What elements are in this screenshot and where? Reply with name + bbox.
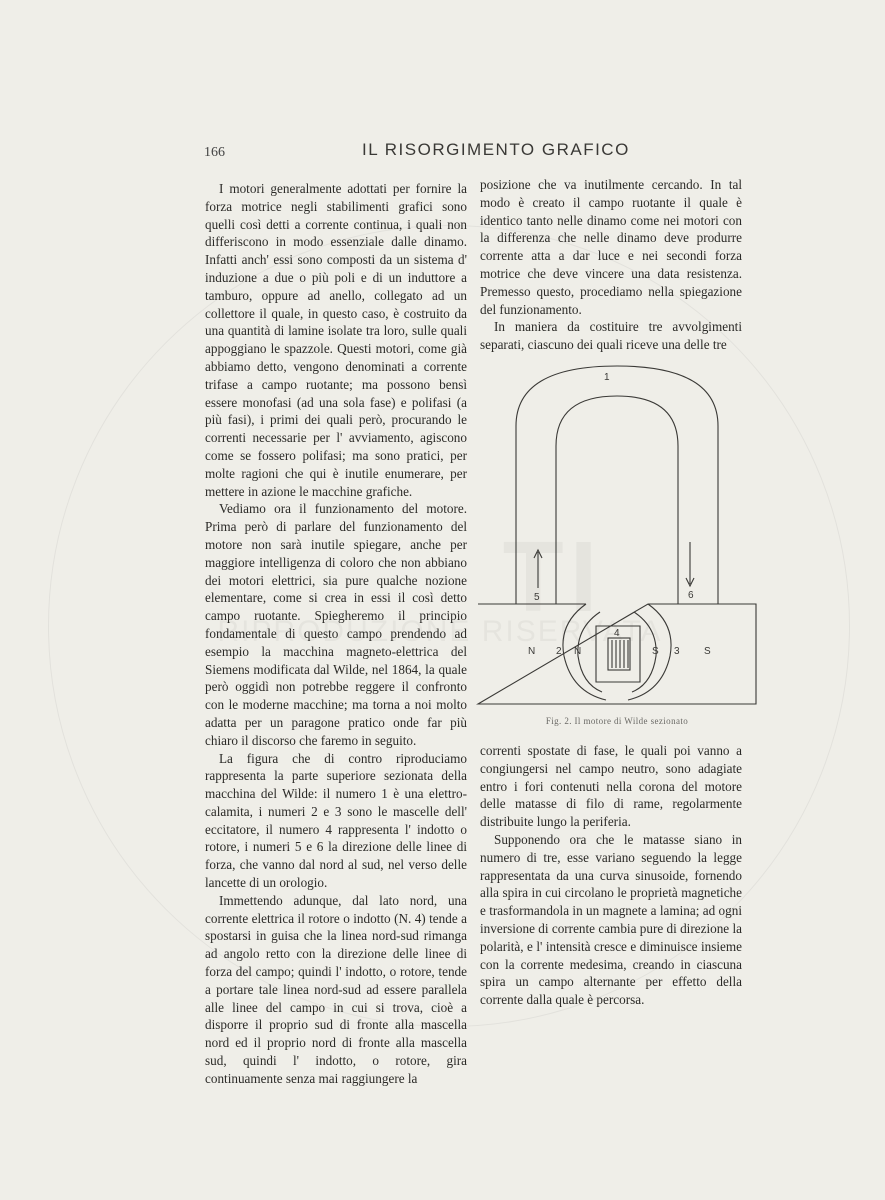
label-3: 3 (674, 646, 680, 657)
rotor-core (608, 638, 630, 670)
label-1: 1 (604, 372, 610, 383)
paragraph: I motori generalmente adottati per fornire la forza motrice negli stabilimenti grafici sono quelli così detti a corrente continua, i quali non differiscono in modo essenziale dalle dinamo. Infatti anch' essi sono composti da un sistema d' induzione a due o più poli e di un induttore a tamburo, oppure ad anello, collegato ad un collettore il quale, in questo caso, è costruito da una quantità di lamine isolate tra loro, sulle quali appoggiano le spazzole. Questi motori, come già abbiamo detto, vengono denominati a corrente trifase a campo ruotante; ma possono bensì essere monofasi (ad una sola fase) e polifasi (a più fasi), i primi dei quali però, procurando le correnti necessarie per l' avviamento, agiscono come se fossero polifasi; ma sono pratici, per molte ragioni che qui è inutile enumerare, per mettere in azione le macchine grafiche. (205, 181, 467, 499)
right-column-bottom (480, 742, 742, 1009)
label-5: 5 (534, 592, 540, 603)
label-s-outer: S (704, 646, 711, 657)
label-4: 4 (614, 628, 620, 639)
label-6: 6 (688, 590, 694, 601)
electromagnet-inner (556, 396, 678, 604)
page-number: 166 (204, 145, 225, 160)
paragraph: Immettendo adunque, dal lato nord, una corrente elettrica il rotore o indotto (N. 4) tende a spostarsi in guisa che la linea nord-sud rimanga ad angolo retto con la direzione delle linee di forza del campo; quindi l' indotto, o rotore, tende a portare tale linea nord-sud ad essere parallela alle linee del campo in cui si trova, cioè a disporre il proprio sud di fronte alla mascella nord ed il proprio nord di fronte alla mascella sud, quindi l' indotto, o rotore, gira continuamente senza mai raggiungere la (205, 892, 467, 1086)
label-n-inner: N (574, 646, 582, 657)
left-column (205, 180, 467, 1088)
running-head: IL RISORGIMENTO GRAFICO (362, 140, 630, 159)
paragraph: Vediamo ora il funzionamento del motore. Prima però di parlare del funzionamento del motore non sarà inutile spiegare, anche per maggiore intelligenza di coloro che non abbiano dei motori elettrici, sia pure qualche nozione elementare, come si crea in essi il così detto campo ruotante. Spiegheremo il principio fondamentale di questo campo prendendo ad esempio la macchina magneto-elettrica del Siemens modificata dal Wilde, nel 1864, la quale però oggidì non potrebbe reggere il confronto con le moderne macchine; ma torna a noi molto adatta per un paragone pratico onde far più chiaro il discorso che faremo in seguito. (205, 501, 467, 748)
rotor-winding (612, 640, 628, 668)
jaw-right (628, 604, 671, 700)
label-s-inner: S (652, 646, 659, 657)
right-column-top (480, 176, 742, 354)
paragraph: Supponendo ora che le matasse siano in numero di tre, esse variano seguendo la legge rappresentata da una curva sinusoide, fornendo alla spira in cui circolano le proprietà magnetiche e trasformandola in un magnete a lamina; ad ogni inversione di corrente cambia pure di direzione la polarità, e l' intensità cresce e diminuisce insieme con la corrente medesima, creando in ciascuna spira un campo alternante per effetto della corrente dalla quale è percorsa. (480, 831, 742, 1008)
wilde-motor-diagram (476, 356, 758, 708)
jaw-left-inner (578, 612, 602, 692)
paragraph: La figura che di contro riproduciamo rappresenta la parte superiore sezionata della macchina del Wilde: il numero 1 è una elettro-calamita, i numeri 2 e 3 sono le mascelle dell' eccitatore, il numero 4 rappresenta l' indotto o rotore, i numeri 5 e 6 la direzione delle linee di forza, che vanno dal nord al sud, nel verso delle lancette di un orologio. (205, 750, 467, 891)
label-2: 2 (556, 646, 562, 657)
exciter-base (478, 604, 756, 704)
paragraph: posizione che va inutilmente cercando. In tal modo è creato il campo ruotante il quale è identico tanto nelle dinamo come nei motori con la differenza che nelle dinamo deve produrre corrente atta a dar luce e nei secondi forza motrice che deve vincere una data resistenza. Premesso questo, procediamo nella spiegazione del funzionamento. (480, 177, 742, 317)
figure-caption: Fig. 2. Il motore di Wilde sezionato (545, 716, 689, 726)
electromagnet-outer (516, 366, 718, 604)
paragraph: correnti spostate di fase, le quali poi vanno a congiungersi nel campo neutro, sono adagiate entro i fori contenuti nella corona del motore delle matasse di filo di rame, regolarmente distribuite lungo la periferia. (480, 743, 742, 830)
label-n-outer: N (528, 646, 536, 657)
wilde-motor-figure (476, 356, 758, 708)
paragraph: In maniera da costituire tre avvolgimenti separati, ciascuno dei quali riceve una delle tre (480, 319, 742, 353)
jaw-left (563, 604, 606, 700)
